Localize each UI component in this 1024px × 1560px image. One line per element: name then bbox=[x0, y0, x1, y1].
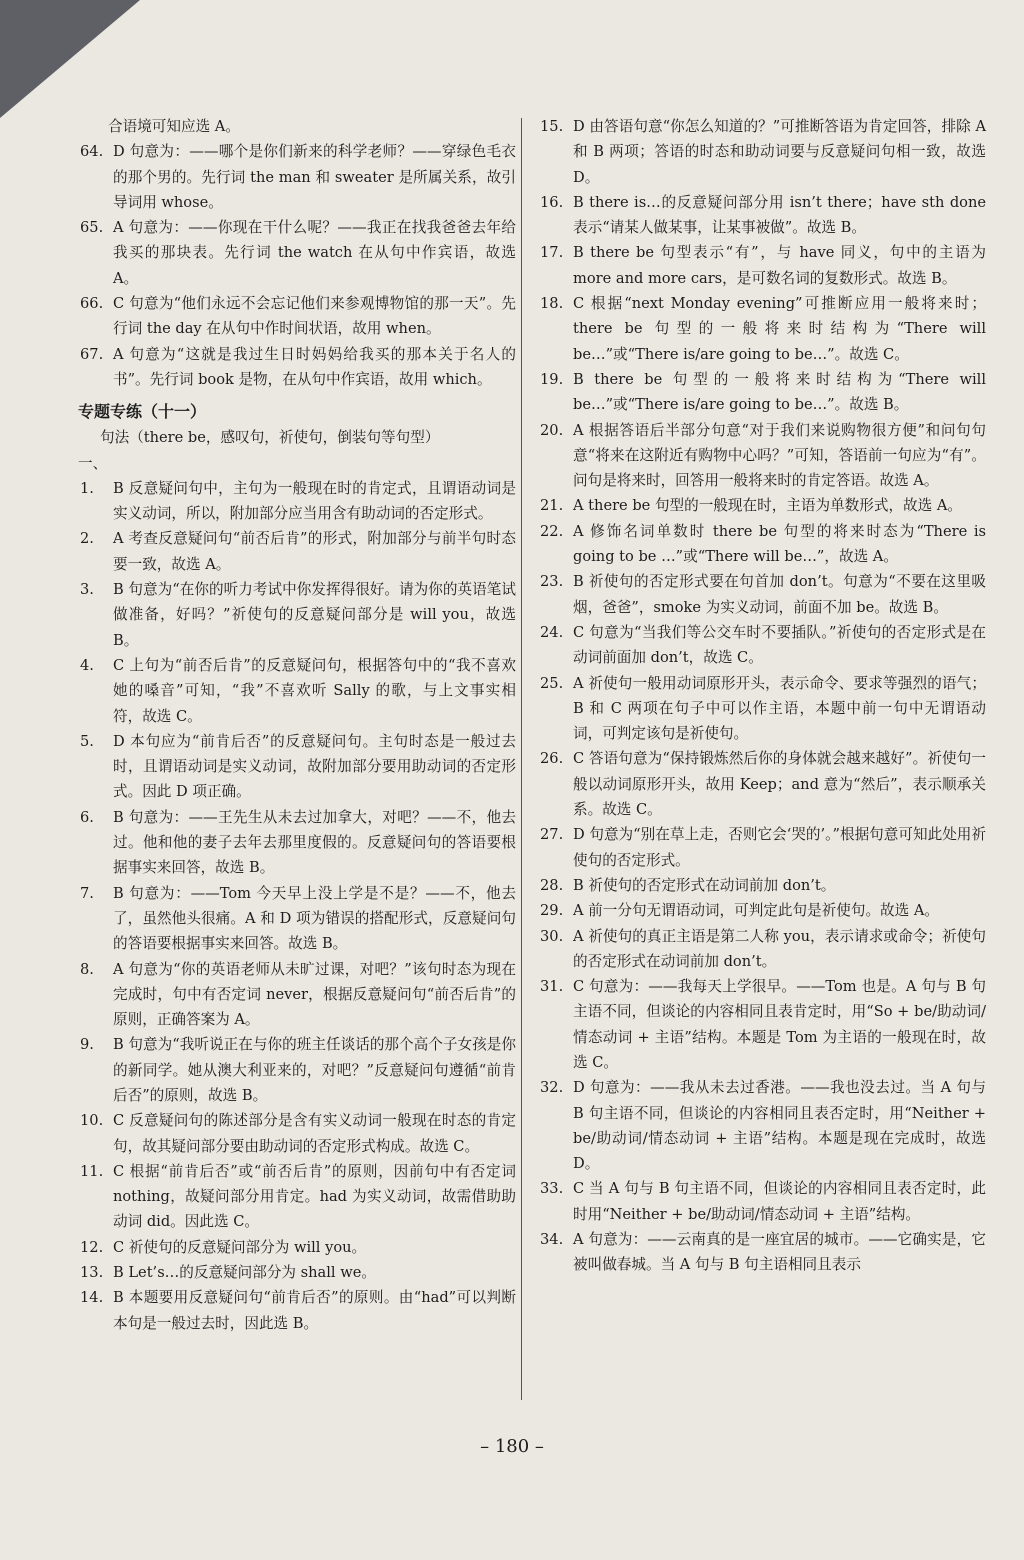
answer-entry bbox=[538, 114, 986, 190]
answer-number: 28. bbox=[540, 876, 564, 894]
answer-number: 34. bbox=[540, 1231, 564, 1249]
section-subtitle: 句法（there be，感叹句，祈使句，倒装句等句型） bbox=[100, 429, 440, 447]
answer-number: 9. bbox=[80, 1036, 94, 1054]
answer-text: A 前一分句无谓语动词，可判定此句是祈使句。故选 A。 bbox=[573, 902, 940, 920]
answer-entry bbox=[78, 215, 516, 291]
answer-number: 2. bbox=[80, 530, 94, 548]
answer-number: 22. bbox=[540, 522, 564, 540]
answer-number: 17. bbox=[540, 244, 564, 262]
page-number: – 180 – bbox=[480, 1436, 544, 1457]
answer-text: D 本句应为“前肯后否”的反意疑问句。主句时态是一般过去时，且谓语动词是实义动词，故附加部分要用助动词的否定形式。因此 D 项正确。 bbox=[113, 732, 516, 801]
answer-number: 33. bbox=[540, 1180, 564, 1198]
answer-number: 8. bbox=[80, 960, 94, 978]
answer-text: C 根据“next Monday evening”可推断应用一般将来时；there be 句型的一般将来时结构为“There will be…”或“There is/are going to be…”。故选 C。 bbox=[573, 295, 986, 363]
answer-entry bbox=[78, 881, 516, 957]
answer-entry bbox=[538, 240, 986, 291]
answer-number: 18. bbox=[540, 295, 564, 313]
answer-text: A 句意为：——你现在干什么呢？——我正在找我爸爸去年给我买的那块表。先行词 the watch 在从句中作宾语，故选 A。 bbox=[113, 219, 516, 287]
answer-number: 5. bbox=[80, 732, 94, 750]
answer-number: 11. bbox=[80, 1162, 104, 1180]
answer-number: 1. bbox=[80, 479, 94, 497]
answer-number: 7. bbox=[80, 884, 94, 902]
answer-text: C 上句为“前否后肯”的反意疑问句，根据答句中的“我不喜欢她的嗓音”可知，“我”不喜欢听 Sally 的歌，与上文事实相符，故选 C。 bbox=[113, 656, 516, 725]
answer-text: B 句意为“在你的听力考试中你发挥得很好。请为你的英语笔试做准备，好吗？”祈使句的反意疑问部分是 will you，故选 B。 bbox=[113, 581, 516, 649]
answer-number: 66. bbox=[80, 295, 104, 313]
answer-number: 12. bbox=[80, 1238, 104, 1256]
answer-entry bbox=[538, 519, 986, 570]
answer-entry bbox=[78, 653, 516, 729]
answer-entry bbox=[538, 873, 986, 898]
answer-text: C 当 A 句与 B 句主语不同，但谈论的内容相同且表否定时，此时用“Neither + be/助动词/情态动词 + 主语”结构。 bbox=[573, 1180, 986, 1223]
answer-entry bbox=[78, 476, 516, 527]
column-divider bbox=[521, 118, 522, 1400]
answer-text: B 反意疑问句中，主句为一般现在时的肯定式，且谓语动词是实义动词，所以，附加部分应当用含有助动词的否定形式。 bbox=[113, 479, 516, 523]
answer-text: C 答语句意为“保持锻炼然后你的身体就会越来越好”。祈使句一般以动词原形开头，故用 Keep；and 意为“然后”，表示顺承关系。故选 C。 bbox=[573, 750, 986, 819]
answer-entry bbox=[78, 1159, 516, 1235]
answer-entry bbox=[538, 1227, 986, 1278]
answer-entry bbox=[538, 898, 986, 923]
answer-text: B 句意为“我听说正在与你的班主任谈话的那个高个子女孩是你的新同学。她从澳大利亚来的，对吧？”反意疑问句遵循“前肯后否”的原则，故选 B。 bbox=[113, 1036, 516, 1104]
answer-number: 65. bbox=[80, 219, 104, 237]
answer-entry bbox=[538, 924, 986, 975]
answer-entry bbox=[78, 342, 516, 393]
answer-number: 4. bbox=[80, 656, 94, 674]
answer-text: C 祈使句的反意疑问部分为 will you。 bbox=[113, 1238, 367, 1256]
answer-text: B there be 句型表示“有”，与 have 同义，句中的主语为 more and more cars，是可数名词的复数形式。故选 B。 bbox=[573, 244, 986, 287]
answer-entry bbox=[538, 493, 986, 518]
answer-text: B 句意为：——Tom 今天早上没上学是不是？——不，他去了，虽然他头很痛。A 和 D 项为错误的搭配形式，反意疑问句的答语要根据事实来回答。故选 B。 bbox=[113, 884, 516, 953]
section-title: 专题专练（十一） bbox=[78, 402, 207, 422]
answer-entry bbox=[538, 190, 986, 241]
page-corner-shadow bbox=[0, 0, 140, 118]
answer-text: A 祈使句的真正主语是第二人称 you，表示请求或命令；祈使句的否定形式在动词前加 don’t。 bbox=[573, 927, 986, 970]
answer-entry bbox=[538, 671, 986, 747]
answer-number: 29. bbox=[540, 902, 564, 920]
answer-number: 19. bbox=[540, 370, 564, 388]
answer-text: D 句意为：——哪个是你们新来的科学老师？——穿绿色毛衣的那个男的。先行词 the man 和 sweater 是所属关系，故引导词用 whose。 bbox=[113, 143, 516, 211]
answer-entry bbox=[78, 957, 516, 1033]
answer-text: D 句意为：——我从未去过香港。——我也没去过。当 A 句与 B 句主语不同，但谈论的内容相同且表否定时，用“Neither + be/助动词/情态动词 + 主语”结构。本题是现在完成时，故选 D。 bbox=[573, 1079, 986, 1173]
answer-text: A 根据答语后半部分句意“对于我们来说购物很方便”和问句句意“将来在这附近有购物中心吗？”可知，答语前一句应为“有”。问句是将来时，回答用一般将来时的肯定答语。故选 A。 bbox=[573, 421, 986, 490]
answer-number: 30. bbox=[540, 927, 564, 945]
answer-number: 64. bbox=[80, 143, 104, 161]
answer-entry bbox=[538, 746, 986, 822]
answer-text: C 反意疑问句的陈述部分是含有实义动词一般现在时态的肯定句，故其疑问部分要由助动词的否定形式构成。故选 C。 bbox=[113, 1112, 516, 1155]
answer-number: 32. bbox=[540, 1079, 564, 1097]
answer-number: 25. bbox=[540, 674, 564, 692]
answer-number: 23. bbox=[540, 573, 564, 591]
answer-entry bbox=[78, 139, 516, 215]
answer-entry bbox=[78, 1260, 516, 1285]
left-column bbox=[78, 114, 516, 1336]
answer-number: 3. bbox=[80, 581, 94, 599]
answer-text: A 句意为“你的英语老师从未旷过课，对吧？”该句时态为现在完成时，句中有否定词 never，根据反意疑问句“前否后肯”的原则，正确答案为 A。 bbox=[113, 960, 516, 1029]
answer-text: A 句意为：——云南真的是一座宜居的城市。——它确实是，它被叫做春城。当 A 句与 B 句主语相同且表示 bbox=[573, 1231, 986, 1274]
answer-text: A there be 句型的一般现在时，主语为单数形式，故选 A。 bbox=[573, 497, 963, 515]
answer-entry bbox=[538, 1176, 986, 1227]
answer-text: C 句意为“他们永远不会忘记他们来参观博物馆的那一天”。先行词 the day 在从句中作时间状语，故用 when。 bbox=[113, 295, 516, 338]
answer-number: 15. bbox=[540, 118, 564, 135]
answer-entry bbox=[78, 805, 516, 881]
answer-entry bbox=[538, 569, 986, 620]
answer-text: A 句意为“这就是我过生日时妈妈给我买的那本关于名人的书”。先行词 book 是物，在从句中作宾语，故用 which。 bbox=[113, 345, 516, 388]
continuation-text: 合语境可知应选 A。 bbox=[108, 118, 240, 135]
answer-number: 13. bbox=[80, 1264, 104, 1282]
answer-text: B 句意为：——王先生从未去过加拿大，对吧？——不，他去过。他和他的妻子去年去那里度假的。反意疑问句的答语要根据事实来回答，故选 B。 bbox=[113, 808, 516, 877]
answer-text: A 考查反意疑问句“前否后肯”的形式，附加部分与前半句时态要一致，故选 A。 bbox=[113, 530, 516, 573]
answer-entry bbox=[78, 526, 516, 577]
answer-entry bbox=[538, 291, 986, 367]
answer-text: B Let’s…的反意疑问部分为 shall we。 bbox=[113, 1264, 376, 1282]
answer-number: 26. bbox=[540, 750, 564, 768]
answer-number: 67. bbox=[80, 345, 104, 363]
answer-text: B there be 句型的一般将来时结构为“There will be…”或“There is/are going to be…”。故选 B。 bbox=[573, 370, 986, 414]
answer-entry bbox=[538, 418, 986, 494]
answer-entry bbox=[538, 1075, 986, 1176]
answer-text: C 句意为：——我每天上学很早。——Tom 也是。A 句与 B 句主语不同，但谈论的内容相同且表肯定时，用“So + be/助动词/情态动词 + 主语”结构。本题是 Tom 为主语的一般现在时，故选 C。 bbox=[573, 978, 986, 1071]
right-column bbox=[538, 114, 986, 1278]
answer-entry bbox=[538, 367, 986, 418]
answer-text: A 修饰名词单数时 there be 句型的将来时态为“There is going to be …”或“There will be…”，故选 A。 bbox=[573, 522, 986, 566]
section-part-label: 一、 bbox=[78, 454, 108, 472]
answer-number: 21. bbox=[540, 497, 564, 515]
answer-entry bbox=[78, 1235, 516, 1260]
answer-number: 16. bbox=[540, 193, 564, 211]
answer-entry bbox=[78, 729, 516, 805]
answer-entry bbox=[538, 974, 986, 1075]
answer-entry bbox=[538, 822, 986, 873]
answer-text: D 由答语句意“你怎么知道的？”可推断答语为肯定回答，排除 A 和 B 两项；答语的时态和助动词要与反意疑问句相一致，故选 D。 bbox=[573, 118, 986, 186]
answer-number: 24. bbox=[540, 623, 564, 641]
answer-entry bbox=[78, 577, 516, 653]
answer-entry bbox=[78, 1032, 516, 1108]
answer-entry bbox=[538, 620, 986, 671]
answer-text: C 句意为“当我们等公交车时不要插队。”祈使句的否定形式是在动词前面加 don’t，故选 C。 bbox=[573, 623, 986, 667]
answer-text: B 祈使句的否定形式在动词前加 don’t。 bbox=[573, 876, 836, 894]
answer-text: C 根据“前肯后否”或“前否后肯”的原则，因前句中有否定词 nothing，故疑问部分用肯定。had 为实义动词，故需借助助动词 did。因此选 C。 bbox=[113, 1162, 516, 1231]
answer-text: B 本题要用反意疑问句“前肯后否”的原则。由“had”可以判断本句是一般过去时，因此选 B。 bbox=[113, 1289, 516, 1332]
answer-number: 6. bbox=[80, 808, 94, 826]
answer-text: A 祈使句一般用动词原形开头，表示命令、要求等强烈的语气；B 和 C 两项在句子中可以作主语，本题中前一句中无谓语动词，可判定该句是祈使句。 bbox=[573, 674, 986, 743]
answer-text: B 祈使句的否定形式要在句首加 don’t。句意为“不要在这里吸烟，爸爸”，smoke 为实义动词，前面不加 be。故选 B。 bbox=[573, 573, 986, 616]
answer-entry bbox=[78, 1285, 516, 1336]
answer-entry bbox=[78, 1108, 516, 1159]
answer-number: 20. bbox=[540, 421, 564, 439]
answer-number: 14. bbox=[80, 1289, 104, 1307]
answer-number: 10. bbox=[80, 1112, 104, 1130]
answer-number: 31. bbox=[540, 978, 564, 996]
answer-text: B there is…的反意疑问部分用 isn’t there；have sth done 表示“请某人做某事，让某事被做”。故选 B。 bbox=[573, 193, 986, 237]
answer-entry bbox=[78, 291, 516, 342]
answer-number: 27. bbox=[540, 826, 564, 844]
answer-text: D 句意为“别在草上走，否则它会‘哭的’。”根据句意可知此处用祈使句的否定形式。 bbox=[573, 826, 986, 869]
